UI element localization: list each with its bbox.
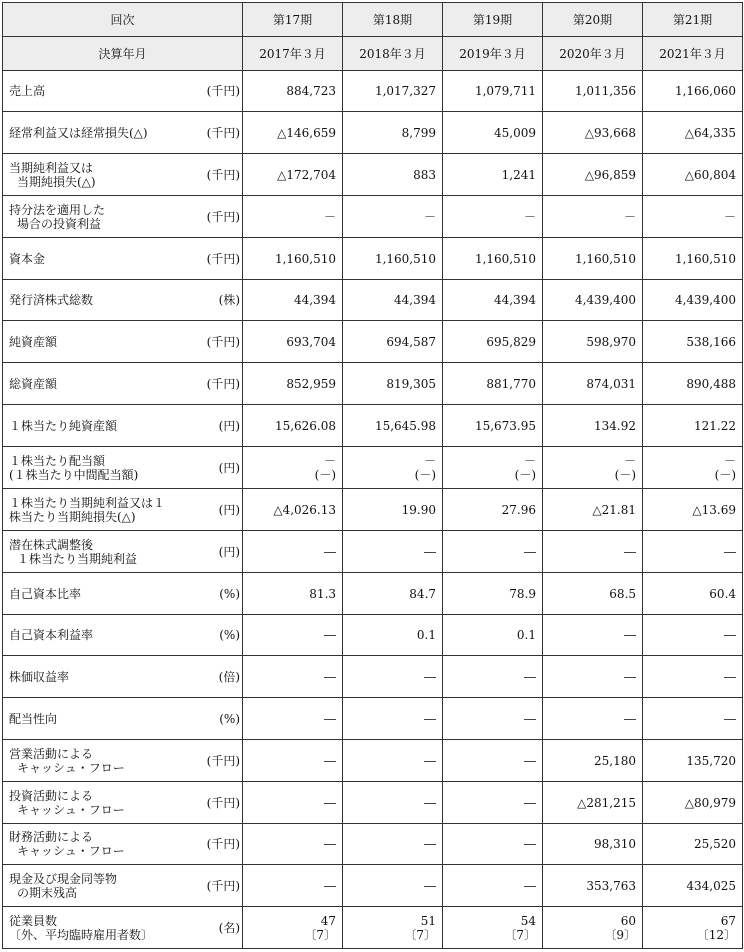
period-header: 第20期 — [543, 3, 643, 37]
value-main: － — [524, 453, 537, 468]
table-row — [3, 447, 743, 489]
value-cell: ― — [243, 615, 343, 656]
value-cell: △96,859 — [543, 154, 643, 196]
table-body — [3, 71, 743, 949]
value-cell: 890,488 — [643, 363, 743, 405]
row-label — [3, 363, 195, 405]
value-sub: 〔7〕 — [404, 927, 437, 942]
value-cell: 881,770 — [443, 363, 543, 405]
table-row — [3, 573, 743, 615]
row-unit: (千円) — [195, 782, 243, 824]
value-cell: ― — [243, 824, 343, 865]
value-cell: 353,763 — [543, 865, 643, 907]
value-cell: 84.7 — [343, 573, 443, 615]
value-cell: 1,166,060 — [643, 71, 743, 112]
value-cell: ― — [643, 698, 743, 740]
value-cell — [643, 907, 743, 949]
table-row — [3, 238, 743, 280]
row-unit: (円) — [195, 405, 243, 447]
value-cell: ― — [443, 865, 543, 907]
value-cell: △146,659 — [243, 112, 343, 154]
value-cell: 883 — [343, 154, 443, 196]
value-sub: 〔7〕 — [504, 927, 537, 942]
row-unit: (円) — [195, 531, 243, 573]
value-cell: 1,160,510 — [343, 238, 443, 280]
row-label-line: １株当たり純資産額 — [9, 418, 118, 433]
value-cell: 874,031 — [543, 363, 643, 405]
row-label — [3, 112, 195, 154]
row-label — [3, 615, 195, 656]
row-unit: (千円) — [195, 196, 243, 238]
value-cell: 1,160,510 — [643, 238, 743, 280]
value-cell: ― — [443, 531, 543, 573]
value-cell: △281,215 — [543, 782, 643, 824]
row-label — [3, 196, 195, 238]
value-cell: 1,011,356 — [543, 71, 643, 112]
row-unit: (千円) — [195, 824, 243, 865]
period-header: 第21期 — [643, 3, 743, 37]
value-cell — [543, 447, 643, 489]
row-unit: (千円) — [195, 865, 243, 907]
value-cell: 19.90 — [343, 489, 443, 531]
row-label — [3, 531, 195, 573]
row-label — [3, 656, 195, 698]
value-cell: － — [443, 196, 543, 238]
row-unit: (千円) — [195, 363, 243, 405]
value-cell: 1,017,327 — [343, 71, 443, 112]
row-unit: (%) — [195, 615, 243, 656]
table-row — [3, 196, 743, 238]
row-label-line: キャッシュ・フロー — [17, 844, 125, 858]
value-cell: ― — [643, 531, 743, 573]
table-row — [3, 824, 743, 865]
row-label-line: 売上高 — [9, 84, 46, 98]
value-sub: 〔12〕 — [696, 927, 737, 942]
value-cell: ― — [243, 740, 343, 782]
row-label-line: 潜在株式調整後 — [9, 537, 94, 552]
value-cell: 598,970 — [543, 321, 643, 363]
value-cell: ― — [243, 656, 343, 698]
row-label — [3, 698, 195, 740]
value-cell: 538,166 — [643, 321, 743, 363]
value-cell — [643, 447, 743, 489]
value-sub: 〔9〕 — [604, 927, 637, 942]
value-cell: 1,079,711 — [443, 71, 543, 112]
row-label — [3, 782, 195, 824]
row-label-line: キャッシュ・フロー — [17, 802, 125, 817]
row-label-line: １株当たり配当額 — [9, 453, 106, 468]
table-row — [3, 656, 743, 698]
value-cell: 4,439,400 — [643, 280, 743, 321]
row-unit: (千円) — [195, 154, 243, 196]
value-cell: 44,394 — [343, 280, 443, 321]
value-cell: △21.81 — [543, 489, 643, 531]
header-label: 決算年月 — [3, 37, 243, 71]
value-main: 60 — [620, 913, 637, 928]
table-row — [3, 740, 743, 782]
row-label-line: 〔外、平均臨時雇用者数〕 — [9, 927, 154, 942]
value-cell — [243, 447, 343, 489]
value-cell — [443, 447, 543, 489]
table-row — [3, 154, 743, 196]
value-cell: 0.1 — [443, 615, 543, 656]
row-label-line: 資本金 — [9, 251, 46, 266]
value-main: － — [424, 453, 437, 468]
date-header: 2019年３月 — [443, 37, 543, 71]
value-cell: 135,720 — [643, 740, 743, 782]
row-label-line: 当期純利益又は — [9, 160, 94, 175]
row-label-line: 発行済株式総数 — [9, 293, 94, 307]
row-label-line: 株価収益率 — [9, 669, 70, 684]
row-label — [3, 489, 195, 531]
table-row — [3, 698, 743, 740]
value-cell — [343, 907, 443, 949]
row-label-line: 純資産額 — [9, 334, 58, 349]
row-unit: (千円) — [195, 321, 243, 363]
value-cell: － — [243, 196, 343, 238]
financial-summary-table — [2, 2, 743, 949]
row-label — [3, 740, 195, 782]
row-label — [3, 907, 195, 949]
row-unit: (円) — [195, 489, 243, 531]
row-label — [3, 865, 195, 907]
value-cell: ― — [343, 782, 443, 824]
row-label-line: １株当たり当期純利益 — [17, 551, 138, 566]
row-label — [3, 573, 195, 615]
row-label-line: 営業活動による — [9, 746, 94, 761]
value-cell — [243, 907, 343, 949]
period-header: 第19期 — [443, 3, 543, 37]
row-unit: (円) — [195, 447, 243, 489]
value-cell: ― — [543, 531, 643, 573]
row-label-line: 総資産額 — [9, 376, 58, 391]
value-cell: 78.9 — [443, 573, 543, 615]
value-cell: 134.92 — [543, 405, 643, 447]
row-label — [3, 280, 195, 321]
value-cell: 25,520 — [643, 824, 743, 865]
row-label-line: 配当性向 — [9, 711, 58, 726]
value-main: － — [724, 453, 737, 468]
value-cell: ― — [243, 531, 343, 573]
value-cell: 695,829 — [443, 321, 543, 363]
value-cell: 27.96 — [443, 489, 543, 531]
value-cell: 852,959 — [243, 363, 343, 405]
value-cell: 44,394 — [443, 280, 543, 321]
row-unit: (千円) — [195, 238, 243, 280]
value-cell: 884,723 — [243, 71, 343, 112]
table-row — [3, 615, 743, 656]
header-label: 回次 — [3, 3, 243, 37]
row-label — [3, 321, 195, 363]
row-label — [3, 405, 195, 447]
value-cell: ― — [243, 698, 343, 740]
value-cell: 68.5 — [543, 573, 643, 615]
value-sub: (－) — [514, 467, 537, 482]
value-cell: ― — [343, 865, 443, 907]
value-cell: ― — [443, 824, 543, 865]
value-cell: 693,704 — [243, 321, 343, 363]
row-label-line: 投資活動による — [9, 788, 94, 803]
table-row — [3, 531, 743, 573]
table-row — [3, 280, 743, 321]
table-row — [3, 405, 743, 447]
value-cell: 434,025 — [643, 865, 743, 907]
value-cell: 819,305 — [343, 363, 443, 405]
row-label — [3, 71, 195, 112]
value-cell: ― — [443, 782, 543, 824]
value-cell: △13.69 — [643, 489, 743, 531]
date-header: 2018年３月 — [343, 37, 443, 71]
row-label — [3, 447, 195, 489]
value-main: － — [324, 453, 337, 468]
row-label-line: キャッシュ・フロー — [17, 760, 125, 775]
row-unit: (倍) — [195, 656, 243, 698]
value-cell: ― — [243, 782, 343, 824]
row-unit: (千円) — [195, 71, 243, 112]
value-cell: 1,160,510 — [543, 238, 643, 280]
table-row — [3, 112, 743, 154]
row-label-line: 自己資本利益率 — [9, 628, 94, 642]
value-cell: 1,160,510 — [243, 238, 343, 280]
value-cell: 15,645.98 — [343, 405, 443, 447]
row-label-line: 経常利益又は経常損失(△) — [9, 125, 148, 140]
value-cell: 98,310 — [543, 824, 643, 865]
value-sub: 〔7〕 — [304, 927, 337, 942]
table-row — [3, 363, 743, 405]
row-label-line: 自己資本比率 — [9, 586, 82, 601]
period-header: 第18期 — [343, 3, 443, 37]
value-cell: ― — [343, 824, 443, 865]
value-cell: 44,394 — [243, 280, 343, 321]
value-cell: 45,009 — [443, 112, 543, 154]
value-cell: － — [343, 196, 443, 238]
value-sub: (－) — [614, 467, 637, 482]
value-cell: 8,799 — [343, 112, 443, 154]
row-label-line: 場合の投資利益 — [17, 216, 102, 231]
value-cell: 60.4 — [643, 573, 743, 615]
value-cell: ― — [543, 656, 643, 698]
value-cell: ― — [443, 656, 543, 698]
value-cell: － — [643, 196, 743, 238]
value-cell — [443, 907, 543, 949]
row-label-line: １株当たり当期純利益又は１ — [9, 495, 166, 510]
value-cell: ― — [343, 656, 443, 698]
value-cell: 4,439,400 — [543, 280, 643, 321]
row-label — [3, 824, 195, 865]
row-label-line: 従業員数 — [9, 913, 58, 928]
table-row — [3, 71, 743, 112]
table-row — [3, 907, 743, 949]
table-row — [3, 782, 743, 824]
value-cell: 1,160,510 — [443, 238, 543, 280]
value-cell: ― — [543, 615, 643, 656]
value-cell: △60,804 — [643, 154, 743, 196]
value-cell: ― — [343, 740, 443, 782]
value-cell: 15,626.08 — [243, 405, 343, 447]
value-cell: 1,241 — [443, 154, 543, 196]
row-label-line: 財務活動による — [9, 830, 94, 844]
row-label — [3, 154, 195, 196]
value-cell: 15,673.95 — [443, 405, 543, 447]
value-main: 67 — [720, 913, 737, 928]
table-row — [3, 865, 743, 907]
value-cell: △4,026.13 — [243, 489, 343, 531]
row-label-line: の期末残高 — [17, 885, 78, 900]
value-cell: ― — [343, 698, 443, 740]
row-label — [3, 238, 195, 280]
value-cell: ― — [643, 656, 743, 698]
value-cell: 81.3 — [243, 573, 343, 615]
value-main: 51 — [420, 913, 437, 928]
date-header: 2020年３月 — [543, 37, 643, 71]
value-cell: 121.22 — [643, 405, 743, 447]
row-label-line: 株当たり当期純損失(△) — [9, 509, 136, 524]
row-unit: (%) — [195, 573, 243, 615]
value-cell: ― — [443, 740, 543, 782]
header-row-period — [3, 3, 743, 37]
value-cell: 694,587 — [343, 321, 443, 363]
row-label-line: (１株当たり中間配当額) — [9, 467, 139, 482]
header-row-date — [3, 37, 743, 71]
value-cell: ― — [443, 698, 543, 740]
period-header: 第17期 — [243, 3, 343, 37]
row-label-line: 持分法を適用した — [9, 202, 106, 217]
row-label-line: 当期純損失(△) — [17, 174, 96, 189]
row-label-line: 現金及び現金同等物 — [9, 871, 118, 886]
value-cell: △80,979 — [643, 782, 743, 824]
value-cell: ― — [343, 531, 443, 573]
value-sub: (－) — [314, 467, 337, 482]
value-cell: △172,704 — [243, 154, 343, 196]
value-cell: ― — [243, 865, 343, 907]
date-header: 2017年３月 — [243, 37, 343, 71]
value-cell: － — [543, 196, 643, 238]
value-cell — [543, 907, 643, 949]
row-unit: (%) — [195, 698, 243, 740]
value-main: － — [624, 453, 637, 468]
value-cell — [343, 447, 443, 489]
date-header: 2021年３月 — [643, 37, 743, 71]
value-main: 47 — [320, 913, 337, 928]
value-cell: 25,180 — [543, 740, 643, 782]
row-unit: (千円) — [195, 112, 243, 154]
value-cell: 0.1 — [343, 615, 443, 656]
value-sub: (－) — [714, 467, 737, 482]
value-cell: △93,668 — [543, 112, 643, 154]
row-unit: (千円) — [195, 740, 243, 782]
value-cell: ― — [643, 615, 743, 656]
table-row — [3, 321, 743, 363]
row-unit: (株) — [195, 280, 243, 321]
value-cell: ― — [543, 698, 643, 740]
value-sub: (－) — [414, 467, 437, 482]
table-row — [3, 489, 743, 531]
value-cell: △64,335 — [643, 112, 743, 154]
value-main: 54 — [520, 913, 537, 928]
row-unit: (名) — [195, 907, 243, 949]
